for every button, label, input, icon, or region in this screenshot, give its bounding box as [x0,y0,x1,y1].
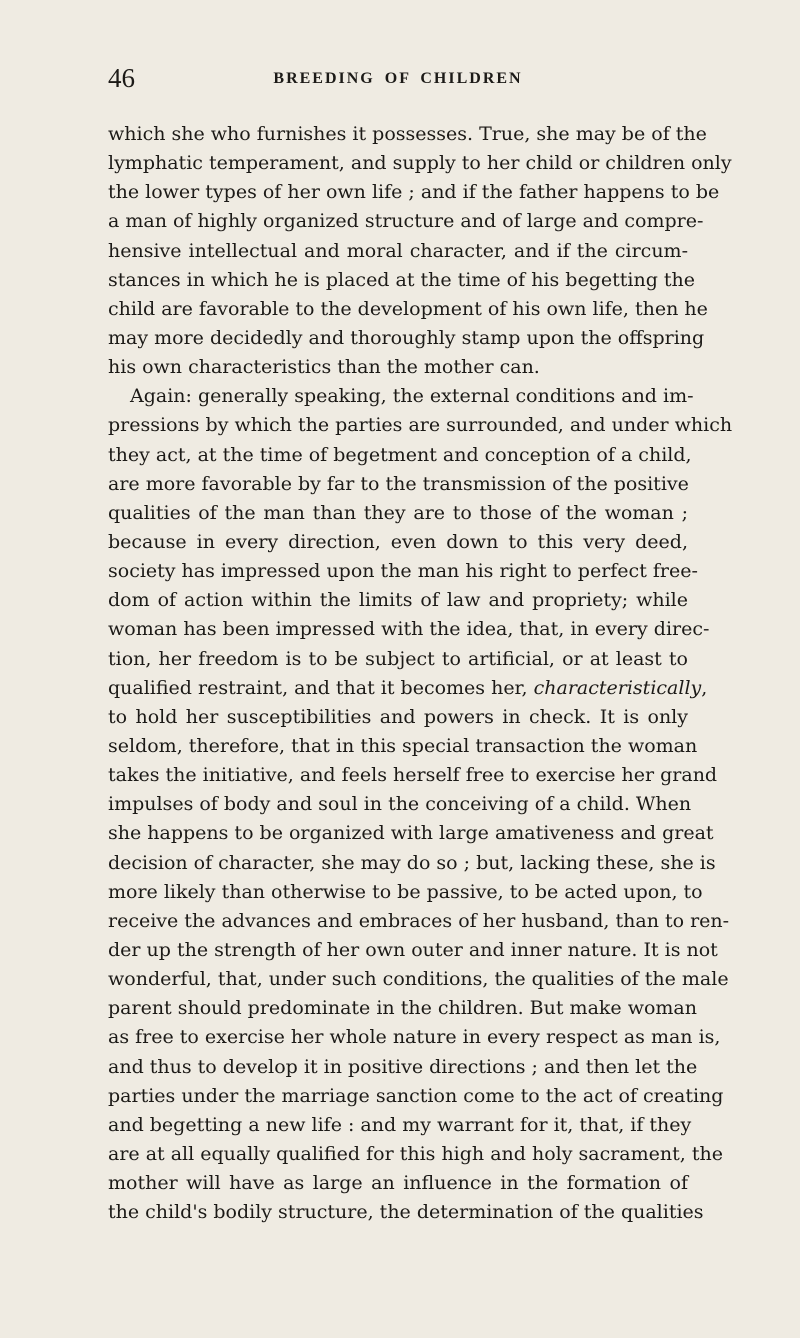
text-line: to hold her susceptibilities and powers in check. It is only [108,705,688,728]
text-line: and begetting a new life : and my warrant for it, that, if they [108,1113,692,1136]
text-line: a man of highly organized structure and of large and compre- [108,210,704,233]
text-line: impulses of body and soul in the conceiving of a child. When [108,793,692,816]
text-line: wonderful, that, under such conditions, the qualities of the male [108,968,729,991]
text-line: takes the initiative, and feels herself free to exercise her grand [108,764,718,787]
text-line: may more decidedly and thoroughly stamp upon the offspring [108,326,705,349]
text-line: stances in which he is placed at the time of his begetting the [108,268,696,291]
text-line: are more favorable by far to the transmission of the positive [108,472,689,495]
text-line: because in every direction, even down to this very deed, [108,530,688,553]
text-line: tion, her freedom is to be subject to artificial, or at least to [108,647,688,670]
text-line: woman has been impressed with the idea, that, in every direc- [108,618,710,641]
text-line: der up the strength of her own outer and inner nature. It is not [108,938,718,961]
text-line: the child's bodily structure, the determination of the qualities [108,1201,704,1224]
text-line: decision of character, she may do so ; but, lacking these, she is [108,851,716,874]
text-line: which she who furnishes it possesses. True, she may be of the [108,123,707,145]
text-line: qualities of the man than they are to those of the woman ; [108,501,688,524]
text-line: dom of action within the limits of law and propriety; while [108,589,688,612]
text-line: as free to exercise her whole nature in every respect as man is, [108,1026,721,1049]
text-line: parent should predominate in the children. But make woman [108,997,697,1020]
text-line: and thus to develop it in positive directions ; and then let the [108,1055,698,1078]
page-header [108,62,688,102]
text-line: receive the advances and embraces of her husband, than to ren- [108,909,730,932]
text-line: child are favorable to the development of his own life, then he [108,297,708,320]
text-line: she happens to be organized with large amativeness and great [108,822,714,845]
text-line: the lower types of her own life ; and if the father happens to be [108,181,720,204]
text-line: hensive intellectual and moral character, and if the circum- [108,239,688,262]
text-line: parties under the marriage sanction come to the act of creating [108,1084,724,1107]
text-line: seldom, therefore, that in this special transaction the woman [108,734,698,757]
text-line: they act, at the time of begetment and conception of a child, [108,443,692,466]
text-line: are at all equally qualified for this high and holy sacrament, the [108,1142,723,1165]
text-line: more likely than otherwise to be passive, to be acted upon, to [108,880,703,903]
text-line: his own characteristics than the mother can. [108,356,540,379]
text-line: society has impressed upon the man his right to perfect free- [108,560,698,583]
body-text [108,120,733,1227]
text-line: mother will have as large an influence in the formation of [108,1172,688,1195]
text-line: qualified restraint, and that it becomes her, characteristically, [108,676,708,699]
text-line: pressions by which the parties are surrounded, and under which [108,414,733,437]
text-line: lymphatic temperament, and supply to her child or children only [108,152,732,175]
page-number: 46 [108,63,135,93]
running-title: BREEDING OF CHILDREN [273,70,523,87]
text-line: Again: generally speaking, the external conditions and im- [130,385,694,408]
